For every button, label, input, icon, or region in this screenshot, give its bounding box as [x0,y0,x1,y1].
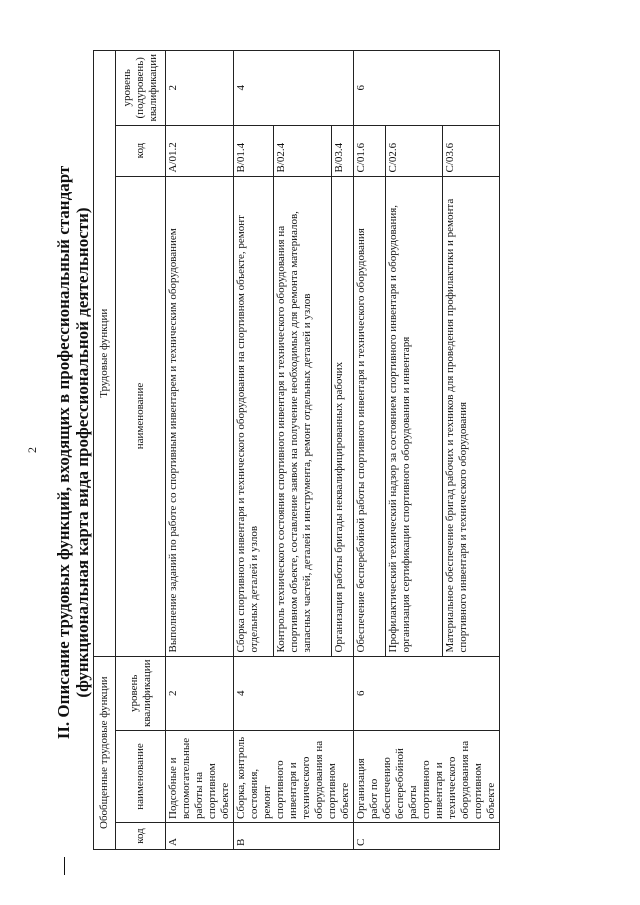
group-code: C [354,823,500,850]
function-name: Материальное обеспечение бригад рабочих и техников для проведения профилактики и ремонта спортивного инвентаря и технического оборудования [442,176,499,656]
function-code: A/01.2 [166,125,234,176]
function-code: B/02.4 [274,125,332,176]
header-function-code: код [116,125,166,176]
title-line-2: (функциональная карта вида профессиональной деятельности) [73,207,92,698]
section-title [54,50,92,855]
header-generalized: Обобщенные трудовые функции [94,656,116,849]
group-level: 6 [354,656,500,730]
function-code: C/02.6 [385,125,442,176]
function-name: Сборка спортивного инвентаря и технического оборудования на спортивном объекте, ремонт отдельных деталей и узлов [234,176,274,656]
header-code: код [116,823,166,850]
functional-map-table [93,50,500,850]
function-code: C/03.6 [442,125,499,176]
table-row [166,51,234,850]
group-level: 2 [166,656,234,730]
header-level: уровень квалификации [116,656,166,730]
function-code: B/01.4 [234,125,274,176]
function-level: 6 [354,51,500,125]
function-name: Профилактический технический надзор за состоянием спортивного инвентаря и оборудования, организация сертификации спортивного оборудования и инвентаря [385,176,442,656]
margin-mark [64,857,65,875]
group-name: Подсобные и вспомогательные работы на спортивном объекте [166,731,234,823]
header-row-2 [116,51,166,850]
function-name: Организация работы бригады неквалифицированных рабочих [331,176,353,656]
group-name: Организация работ по обеспечению бесперебойной работы спортивного инвентаря и технического оборудования на спортивном объекте [354,731,500,823]
function-name: Выполнение заданий по работе со спортивным инвентарем и техническим оборудованием [166,176,234,656]
header-name: наименование [116,731,166,823]
page-number: 2 [25,447,39,453]
function-level: 4 [234,51,354,125]
function-name: Обеспечение бесперебойной работы спортивного инвентаря и технического оборудования [354,176,386,656]
header-labor-functions: Трудовые функции [94,51,116,656]
header-function-name: наименование [116,176,166,656]
group-level: 4 [234,656,354,730]
table-row [234,51,274,850]
function-level: 2 [166,51,234,125]
function-code: B/03.4 [331,125,353,176]
function-code: C/01.6 [354,125,386,176]
function-name: Контроль технического состояния спортивного инвентаря и технического оборудования на спортивном объекте, составление заявок на получение необходимых для ремонта материалов, запасных частей, деталей и инструмента, ремонт отдельных деталей и узлов [274,176,332,656]
table-row [354,51,386,850]
group-code: A [166,823,234,850]
header-function-level: уровень (подуровень) квалификации [116,51,166,125]
title-line-1: II. Описание трудовых функций, входящих в профессиональный стандарт [54,165,73,740]
group-code: B [234,823,354,850]
group-name: Сборка, контроль состояния, ремонт спортивного инвентаря и технического оборудования на спортивном объекте [234,731,354,823]
header-row-1 [94,51,116,850]
